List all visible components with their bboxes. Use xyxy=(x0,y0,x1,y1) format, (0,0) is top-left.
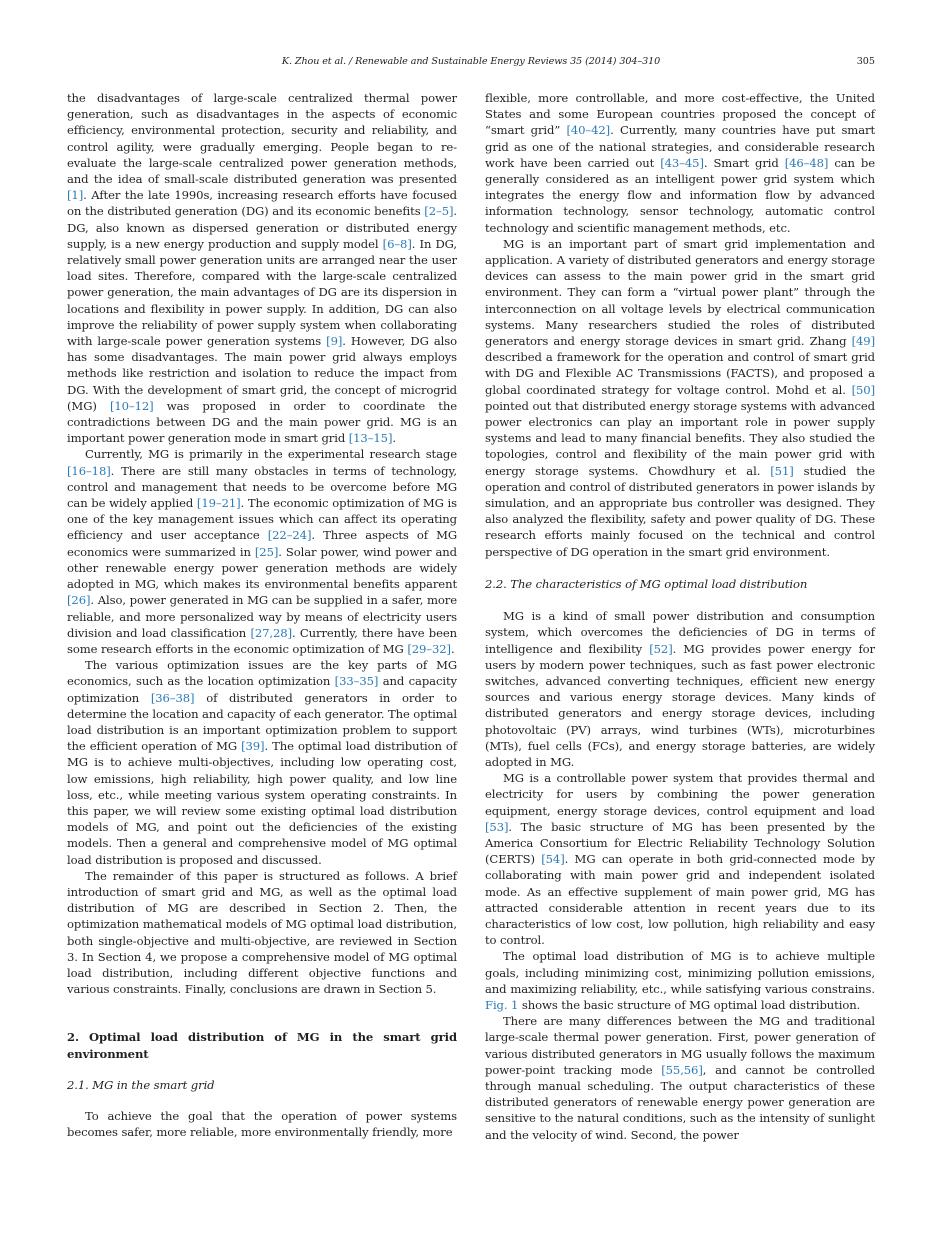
citation-link[interactable]: [50] xyxy=(851,382,875,397)
paragraph: To achieve the goal that the operation of power systems becomes safer, more reliable, more environmentally friendly, more xyxy=(67,1108,457,1140)
citation-link[interactable]: [49] xyxy=(851,334,875,349)
right-column xyxy=(485,90,875,1143)
paragraph: The optimal load distribution of MG is to achieve multiple goals, including minimizing cost, minimizing pollution emissions, and maximizing reliability, etc., while satisfying various constrains. Fig. 1 shows the basic structure of MG optimal load distribution. xyxy=(485,949,875,1012)
citation-link[interactable]: [19–21] xyxy=(196,496,241,511)
citation-link[interactable]: [39] xyxy=(241,739,265,754)
paragraph: flexible, more controllable, and more cost-effective, the United States and some European countries proposed the concept of “smart grid” [40–42]. Currently, many countries have put smart grid as one of the national strategies, and considerable research work have been carried out [43–45]. Smart grid [46–48] can be generally considered as an intelligent power grid system which integrates the energy flow and information flow by advanced information technology, sensor technology, automatic control technology and scientific management methods, etc. xyxy=(485,91,876,235)
subsection-heading: 2.1. MG in the smart grid xyxy=(67,1077,215,1092)
running-head xyxy=(67,56,875,70)
citation-link[interactable]: [1] xyxy=(67,188,84,203)
paragraph: the disadvantages of large-scale centralized thermal power generation, such as disadvantages in the aspects of economic efficiency, environmental protection, security and reliability, and control agility, were gradually emerging. People began to re-evaluate the large-scale centralized power generation methods, and the idea of small-scale distributed generation was presented [1]. After the late 1990s, increasing research efforts have focused on the distributed generation (DG) and its economic benefits [2–5]. DG, also known as dispersed generation or distributed energy supply, is a new energy production and supply model [6–8]. In DG, relatively small power generation units are arranged near the user load sites. Therefore, compared with the large-scale centralized power generation, the main advantages of DG are its dispersion in locations and flexibility in power supply. In addition, DG can also improve the reliability of power supply system when collaborating with large-scale power generation systems [9]. However, DG also has some disadvantages. The main power grid always employs methods like restriction and isolation to reduce the impact from DG. With the development of smart grid, the concept of microgrid (MG) [10–12] was proposed in order to coordinate the contradictions between DG and the main power grid. MG is an important power generation mode in smart grid [13–15]. xyxy=(67,91,458,446)
paragraph: There are many differences between the MG and traditional large-scale thermal power generation. First, power generation of various distributed generators in MG usually follows the maximum power-point tracking mode [55,56], and cannot be controlled through manual scheduling. The output characteristics of these distributed generators of renewable energy power generation are sensitive to the natural conditions, such as the intensity of sunlight and the velocity of wind. Second, the power xyxy=(485,1014,875,1142)
citation-link[interactable]: [40–42] xyxy=(566,123,611,138)
citation-link[interactable]: [27,28] xyxy=(250,625,292,640)
citation-link[interactable]: [2–5] xyxy=(424,204,454,219)
paragraph: MG is a kind of small power distribution and consumption system, which overcomes the deficiencies of DG in terms of intelligence and flexibility [52]. MG provides power energy for users by modern power techniques, such as fast power electronic switches, advanced converting techniques, efficient new energy sources and various energy storage devices. Many kinds of distributed generators and energy storage devices, including photovoltaic (PV) arrays, wind turbines (WTs), microturbines (MTs), fuel cells (FCs), and energy storage batteries, are widely adopted in MG. xyxy=(485,609,875,769)
citation-link[interactable]: [43–45] xyxy=(660,155,704,170)
paragraph: MG is an important part of smart grid implementation and application. A variety of distributed generators and energy storage devices can assess to the main power grid in the smart grid environment. They can form a “virtual power plant” through the interconnection on all voltage levels by electrical communication systems. Many researchers studied the roles of distributed generators and energy storage devices in smart grid. Zhang [49] described a framework for the operation and control of smart grid with DG and Flexible AC Transmissions (FACTS), and proposed a global coordinated strategy for voltage control. Mohd et al. [50] pointed out that distributed energy storage systems with advanced power electronics can play an important role in power supply systems and lead to many financial benefits. They also studied the topologies, control and flexibility of the main power grid with energy storage systems. Chowdhury et al. [51] studied the operation and control of distributed generators in power islands by simulation, and an appropriate bus controller was designed. They also analyzed the flexibility, safety and power quality of DG. These research efforts mainly focused on the technical and control perspective of DG operation in the smart grid environment. xyxy=(485,236,875,559)
paragraph: The various optimization issues are the key parts of MG economics, such as the location optimization [33–35] and capacity optimization [36–38] of distributed generators in order to determine the location and capacity of each generator. The optimal load distribution is an important optimization problem to support the efficient operation of MG [39]. The optimal load distribution of MG is to achieve multi-objectives, including low operating cost, low emissions, high reliability, high power quality, and low line loss, etc., while meeting various system operating constraints. In this paper, we will review some existing optimal load distribution models of MG, and point out the deficiencies of the existing models. Then a general and comprehensive model of MG optimal load distribution is proposed and discussed. xyxy=(67,658,457,867)
paragraph: Currently, MG is primarily in the experimental research stage [16–18]. There are still many obstacles in terms of technology, control and management that needs to be overcome before MG can be widely applied [19–21]. The economic optimization of MG is one of the key management issues which can affect its operating efficiency and user acceptance [22–24]. Three aspects of MG economics were summarized in [25]. Solar power, wind power and other renewable energy power generation methods are widely adopted in MG, which makes its environmental benefits apparent [26]. Also, power generated in MG can be supplied in a safer, more reliable, and more personalized way by means of electricity users division and load classification [27,28]. Currently, there have been some research efforts in the economic optimization of MG [29–32]. xyxy=(67,447,457,656)
citation-link[interactable]: [16–18] xyxy=(67,463,111,478)
figure-link[interactable]: Fig. 1 xyxy=(485,997,519,1012)
citation-link[interactable]: [6–8] xyxy=(382,236,412,251)
citation-link[interactable]: [29–32] xyxy=(407,641,451,656)
citation-link[interactable]: [53] xyxy=(485,819,509,834)
section-heading: 2. Optimal load distribution of MG in the smart grid environment xyxy=(67,1030,457,1061)
citation-link[interactable]: [25] xyxy=(254,544,279,559)
citation-link[interactable]: [36–38] xyxy=(150,690,195,705)
citation-link[interactable]: [55,56] xyxy=(661,1062,703,1077)
paragraph: MG is a controllable power system that provides thermal and electricity for users by combining the power generation equipment, energy storage devices, control equipment and load [53]. The basic structure of MG has been presented by the America Consortium for Electric Reliability Technology Solution (CERTS) [54]. MG can operate in both grid-connected mode by collaborating with main power grid and independent isolated mode. As an effective supplement of main power grid, MG has attracted considerable attention in recent years due to its characteristics of low cost, low pollution, high reliability and easy to control. xyxy=(485,771,875,948)
citation-link[interactable]: [22–24] xyxy=(267,528,312,543)
left-column xyxy=(67,90,457,1140)
citation-link[interactable]: [13–15] xyxy=(348,431,393,446)
running-head-text: K. Zhou et al. / Renewable and Sustainable Energy Reviews 35 (2014) 304–310 xyxy=(281,56,661,67)
citation-link[interactable]: [54] xyxy=(541,852,565,867)
page-number: 305 xyxy=(856,56,875,67)
paragraph: The remainder of this paper is structured as follows. A brief introduction of smart grid and MG, as well as the optimal load distribution of MG are described in Section 2. Then, the optimization mathematical models of MG optimal load distribution, both single-objective and multi-objective, are reviewed in Section 3. In Section 4, we propose a comprehensive model of MG optimal load distribution, including different objective functions and various constraints. Finally, conclusions are drawn in Section 5. xyxy=(67,868,457,997)
citation-link[interactable]: [26] xyxy=(67,593,91,608)
citation-link[interactable]: [9] xyxy=(326,334,343,349)
citation-link[interactable]: [51] xyxy=(770,463,794,478)
citation-link[interactable]: [33–35] xyxy=(334,674,379,689)
subsection-heading: 2.2. The characteristics of MG optimal load distribution xyxy=(485,576,808,591)
citation-link[interactable]: [10–12] xyxy=(109,398,154,413)
citation-link[interactable]: [46–48] xyxy=(784,155,829,170)
citation-link[interactable]: [52] xyxy=(649,641,673,656)
